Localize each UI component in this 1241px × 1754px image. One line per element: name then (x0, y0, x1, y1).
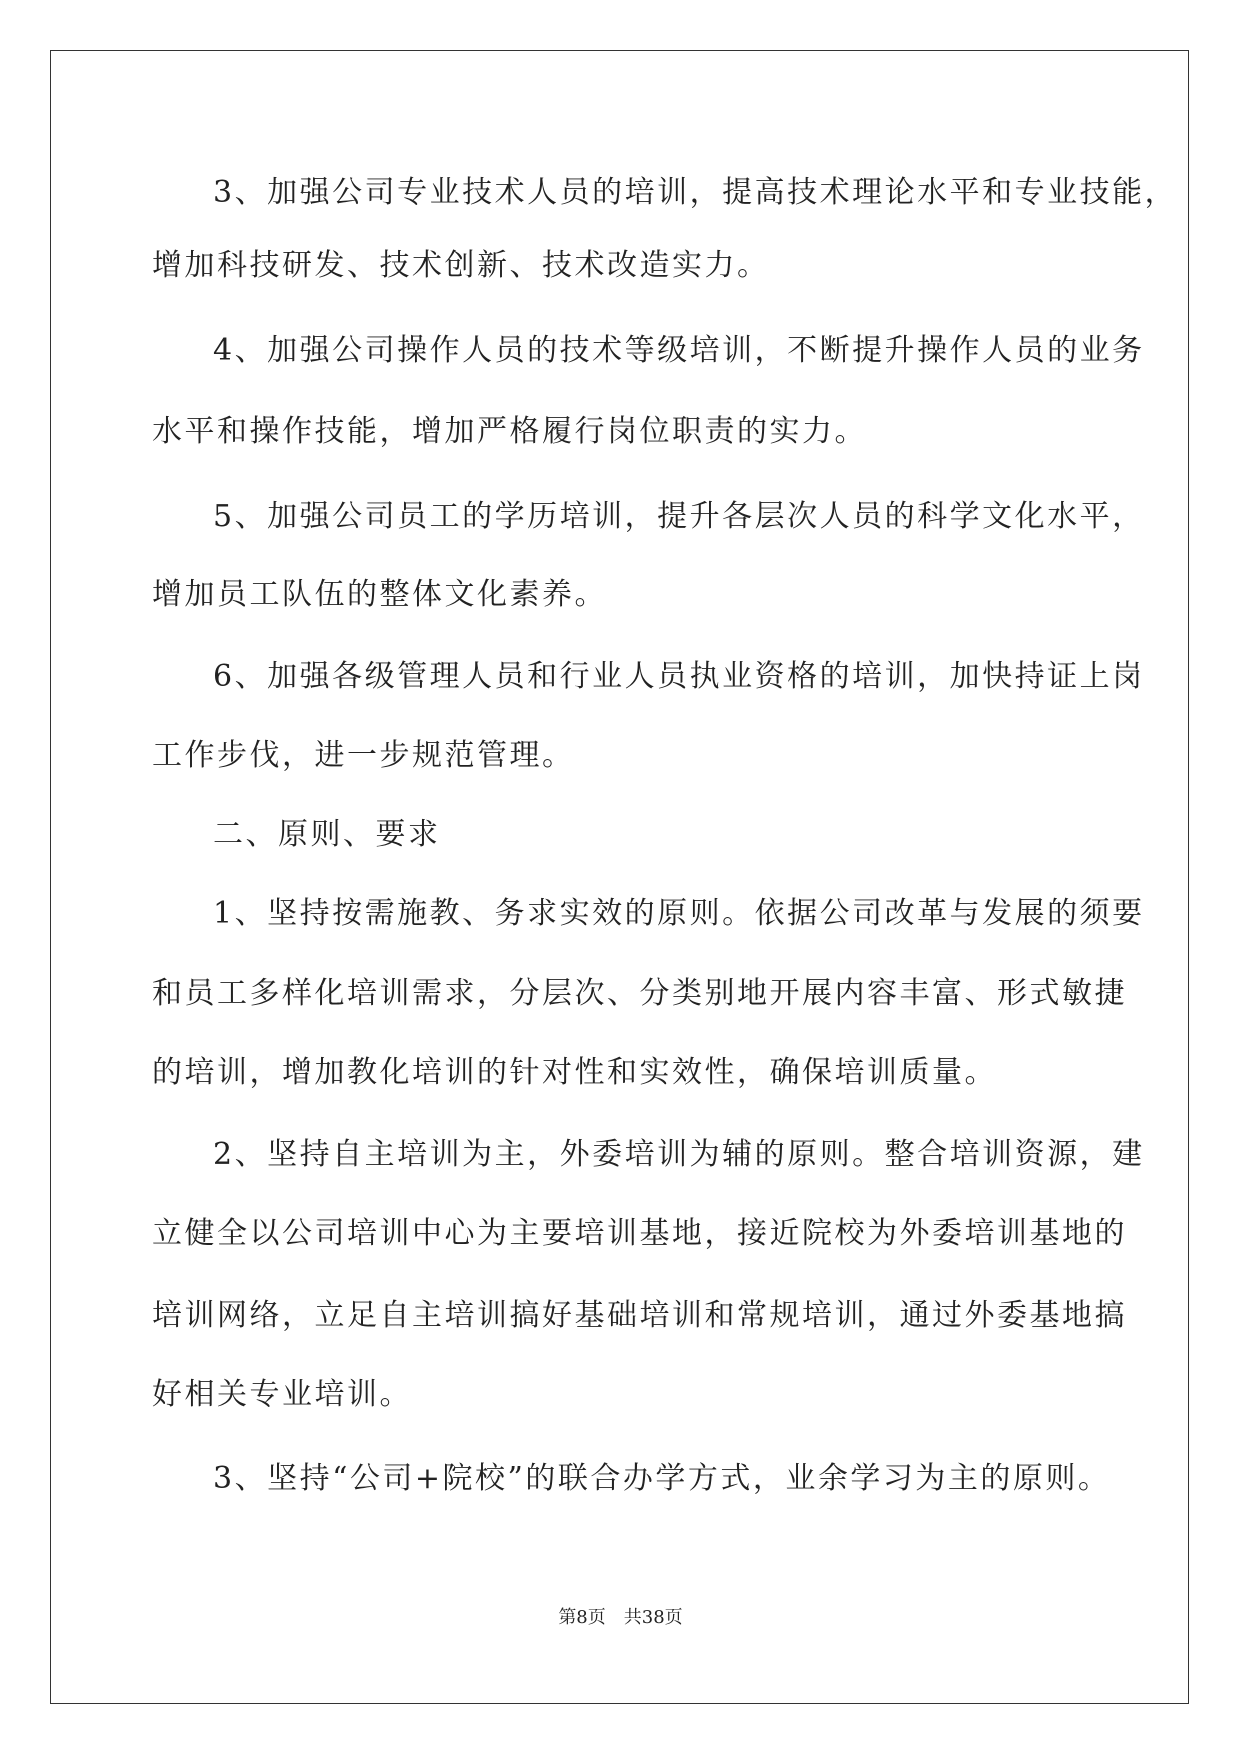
paragraph-line: 3、加强公司专业技术人员的培训，提高技术理论水平和专业技能， (213, 175, 1178, 210)
paragraph-line: 2、坚持自主培训为主，外委培训为辅的原则。整合培训资源，建 (213, 1137, 1145, 1172)
page-number-footer: 第8页 共38页 (558, 1607, 683, 1628)
paragraph-line: 水平和操作技能，增加严格履行岗位职责的实力。 (152, 414, 867, 449)
paragraph-line: 4、加强公司操作人员的技术等级培训，不断提升操作人员的业务 (213, 333, 1145, 368)
paragraph-line: 立健全以公司培训中心为主要培训基地，接近院校为外委培训基地的 (152, 1216, 1127, 1251)
paragraph-line: 的培训，增加教化培训的针对性和实效性，确保培训质量。 (152, 1055, 997, 1090)
paragraph-line: 6、加强各级管理人员和行业人员执业资格的培训，加快持证上岗 (213, 659, 1145, 694)
paragraph-line: 增加员工队伍的整体文化素养。 (152, 577, 607, 612)
paragraph-line: 工作步伐，进一步规范管理。 (152, 738, 575, 773)
paragraph-line: 培训网络，立足自主培训搞好基础培训和常规培训，通过外委基地搞 (152, 1298, 1127, 1333)
page-border (50, 50, 1189, 1704)
paragraph-line: 1、坚持按需施教、务求实效的原则。依据公司改革与发展的须要 (213, 896, 1145, 931)
paragraph-line: 好相关专业培训。 (152, 1377, 412, 1412)
paragraph-line: 3、坚持“公司+院校”的联合办学方式，业余学习为主的原则。 (213, 1461, 1111, 1496)
paragraph-line: 5、加强公司员工的学历培训，提升各层次人员的科学文化水平， (213, 499, 1145, 534)
paragraph-line: 和员工多样化培训需求，分层次、分类别地开展内容丰富、形式敏捷 (152, 976, 1127, 1011)
paragraph-line: 增加科技研发、技术创新、技术改造实力。 (152, 248, 770, 283)
section-heading: 二、原则、要求 (213, 817, 441, 852)
